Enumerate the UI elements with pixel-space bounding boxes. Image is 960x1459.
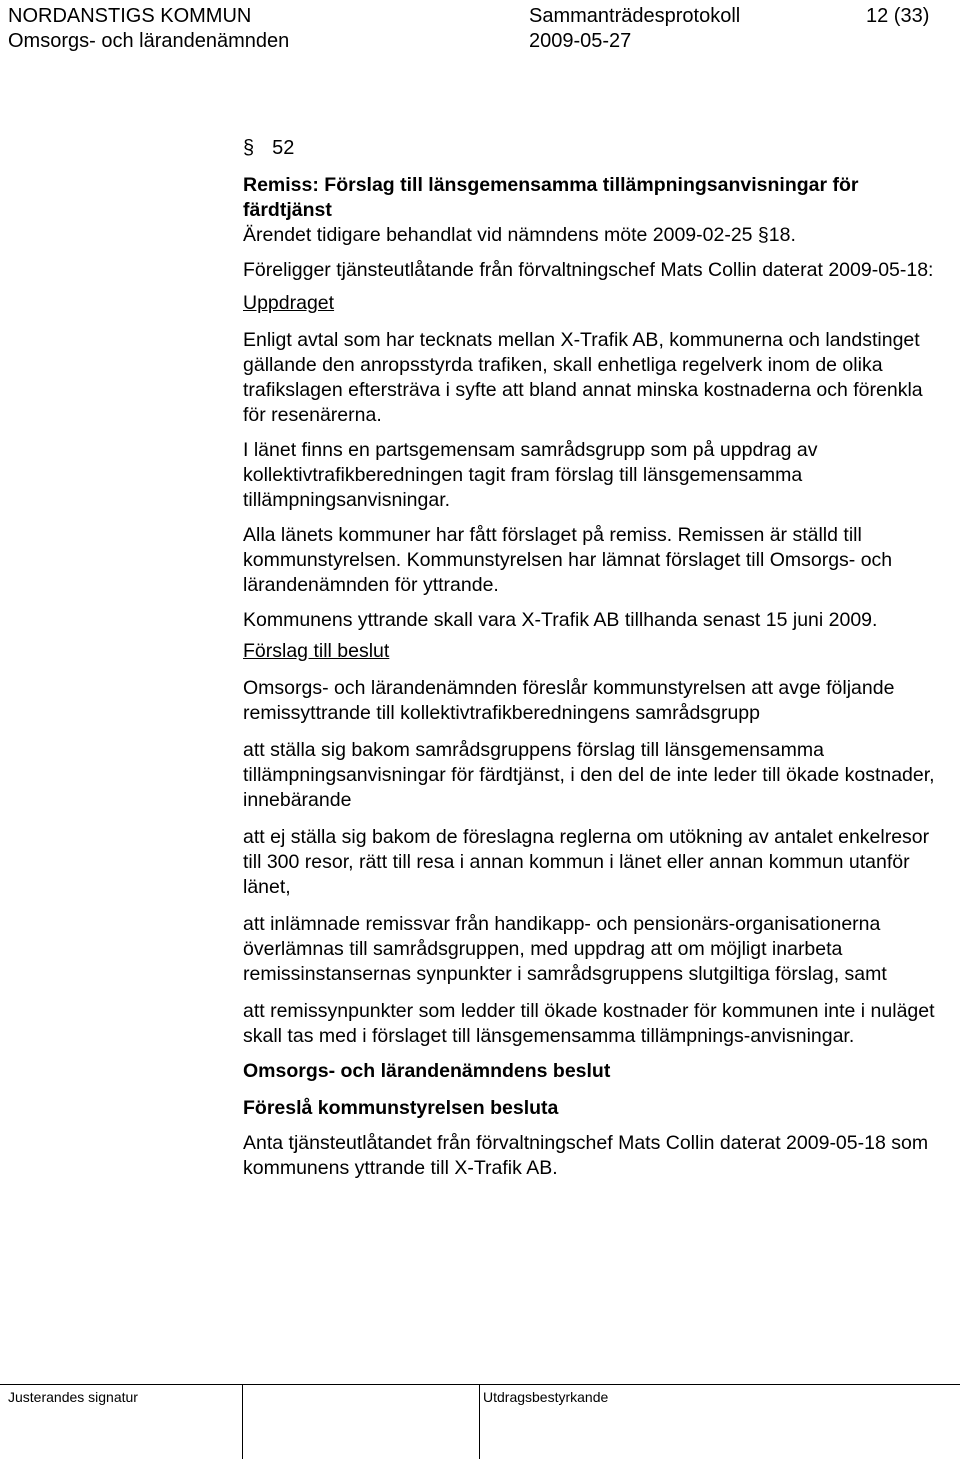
footer-extract-label: Utdragsbestyrkande (483, 1389, 609, 1405)
att-clause-4: att remissynpunkter som ledder till ökade kostnader för kommunen inte i nuläget skall tas med i förslaget till länsgemensamma tillämpnings-anvisningar. (243, 1000, 935, 1047)
section-title: Remiss: Förslag till länsgemensamma tillämpningsanvisningar för färdtjänst (243, 174, 859, 221)
footer-divider-1 (242, 1384, 243, 1459)
header-org: NORDANSTIGS KOMMUN (8, 5, 252, 27)
footer-rule (0, 1384, 960, 1385)
paragraph-deadline: Kommunens yttrande skall vara X-Trafik AB tillhanda senast 15 juni 2009. (243, 609, 878, 631)
header-doc-type: Sammanträdesprotokoll (529, 5, 741, 27)
footer-signature-label: Justerandes signatur (8, 1389, 138, 1405)
footer-divider-2 (479, 1384, 480, 1459)
heading-beslut: Omsorgs- och lärandenämndens beslut (243, 1060, 611, 1082)
paragraph-agreement: Enligt avtal som har tecknats mellan X-Trafik AB, kommunerna och landstinget gällande den anropsstyrda trafiken, skall enhetliga regelverk inom de olika trafikslagen eftersträva i syfte att bland annat minska kostnaderna och förenkla för resenärerna. (243, 329, 923, 426)
paragraph-consultation-group: I länet finns en partsgemensam samrådsgrupp som på uppdrag av kollektivtrafikberedningen tagit fram förslag till länsgemensamma tillämpningsanvisningar. (243, 439, 818, 511)
header-date: 2009-05-27 (529, 30, 632, 52)
section-number-value: 52 (272, 137, 295, 159)
paragraph-final-decision: Anta tjänsteutlåtandet från förvaltningschef Mats Collin daterat 2009-05-18 som kommunens yttrande till X-Trafik AB. (243, 1132, 929, 1179)
protocol-section (243, 136, 948, 1181)
paragraph-proposal: Omsorgs- och lärandenämnden föreslår kommunstyrelsen att avge följande remissyttrande till kollektivtrafikberedningens samrådsgrupp (243, 677, 895, 724)
heading-foresla: Föreslå kommunstyrelsen besluta (243, 1097, 559, 1119)
header-page-number: 12 (33) (866, 5, 930, 27)
att-clause-2: att ej ställa sig bakom de föreslagna reglerna om utökning av antalet enkelresor till 300 resor, rätt till resa i annan kommun i länet eller annan kommun utanför länet, (243, 826, 930, 898)
att-clause-1: att ställa sig bakom samrådsgruppens förslag till länsgemensamma tillämpningsanvisningar för färdtjänst, i den del de inte leder till ökade kostnader, innebärande (243, 739, 935, 811)
intro-statement: Föreligger tjänsteutlåtande från förvaltningschef Mats Collin daterat 2009-05-18: (243, 259, 934, 281)
section-symbol: § (243, 137, 255, 159)
paragraph-remiss: Alla länets kommuner har fått förslaget på remiss. Remissen är ställd till kommunstyrelsen. Kommunstyrelsen har lämnat förslaget till Omsorgs- och lärandenämnden för yttrande. (243, 524, 893, 596)
heading-forslag-till-beslut: Förslag till beslut (243, 640, 390, 662)
heading-uppdraget: Uppdraget (243, 292, 335, 314)
header-committee: Omsorgs- och lärandenämnden (8, 30, 290, 52)
att-clause-3: att inlämnade remissvar från handikapp- och pensionärs-organisationerna överlämnas till samrådsgruppen, med uppdrag att om möjligt inarbeta remissinstansernas synpunkter i samrådsgruppens slutgiltiga förslag, samt (243, 913, 887, 985)
section-number (243, 136, 948, 161)
intro-previous-meeting: Ärendet tidigare behandlat vid nämndens möte 2009-02-25 §18. (243, 224, 796, 246)
